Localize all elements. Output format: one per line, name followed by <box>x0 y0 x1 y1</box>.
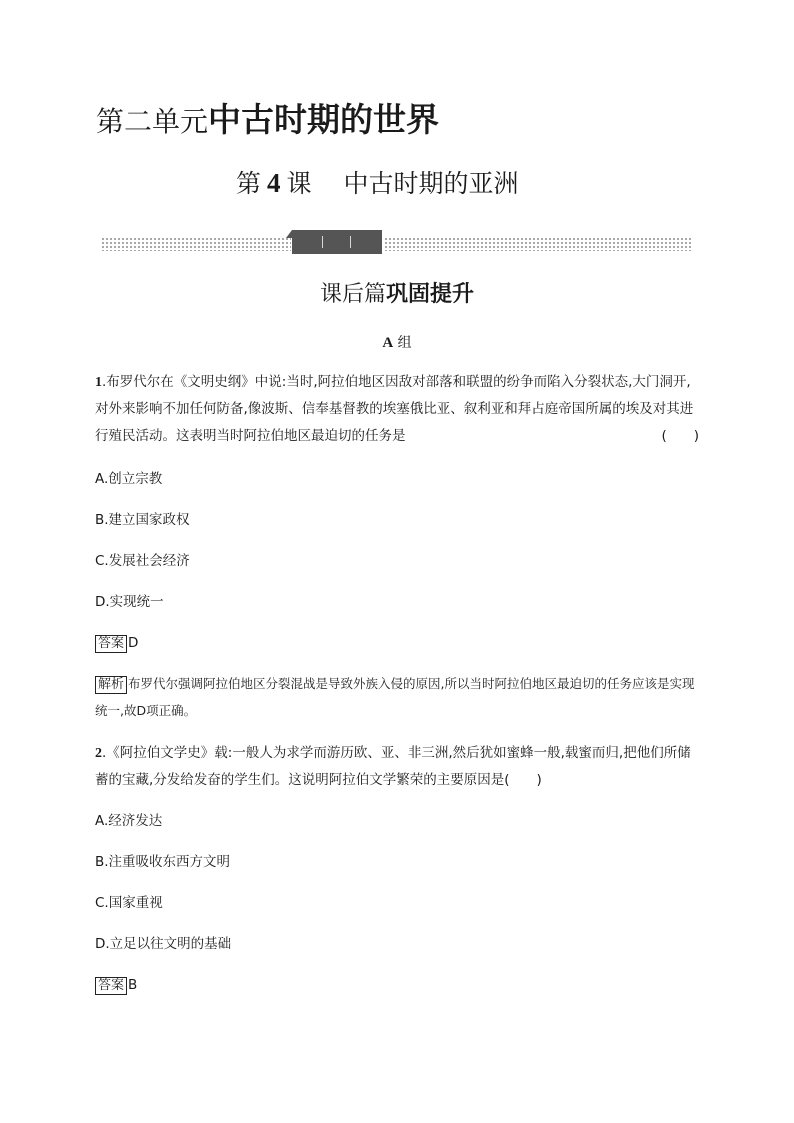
option-d: D.立足以往文明的基础 <box>95 936 232 952</box>
section-title-normal: 课后篇 <box>319 282 386 307</box>
banner-bar <box>322 236 323 248</box>
unit-prefix: 第二单元 <box>96 105 209 138</box>
answer-blank: ( ) <box>661 428 699 444</box>
section-title <box>0 280 794 310</box>
option-a: A.经济发达 <box>95 813 163 829</box>
answer-label: 答案 <box>95 635 127 653</box>
option-b: B.建立国家政权 <box>95 512 190 528</box>
question-1 <box>95 369 699 450</box>
question-number: 1 <box>95 375 102 390</box>
option-b: B.注重吸收东西方文明 <box>95 854 231 870</box>
dotted-divider-left <box>101 237 291 251</box>
section-title-bold: 巩固提升 <box>386 282 475 307</box>
question-number: 2 <box>95 746 102 761</box>
answer-label: 答案 <box>95 977 127 995</box>
option-d: D.实现统一 <box>95 594 164 610</box>
unit-title <box>96 100 439 142</box>
dotted-divider-right <box>384 237 692 251</box>
option-c: C.发展社会经济 <box>95 553 190 569</box>
question-text: .《阿拉伯文学史》载:一般人为求学而游历欧、亚、非三洲,然后犹如蜜蜂一般,载蜜而归,把他们所储蓄的宝藏,分发给发奋的学生们。这说明阿拉伯文学繁荣的主要原因是( ) <box>95 745 691 788</box>
question-text: .布罗代尔在《文明史纲》中说:当时,阿拉伯地区因敌对部落和联盟的纷争而陷入分裂状态,大门洞开,对外来影响不加任何防备,像波斯、信奉基督教的埃塞俄比亚、叙利亚和拜占庭帝国所属的埃及对其进行殖民活动。这表明当时阿拉伯地区最迫切的任务是 <box>95 374 694 444</box>
lesson-prefix: 第 <box>236 169 262 198</box>
option-c: C.国家重视 <box>95 895 163 911</box>
answer-line <box>95 975 137 995</box>
option-a: A.创立宗教 <box>95 471 163 487</box>
group-label: 组 <box>397 335 412 351</box>
answer-line <box>95 633 138 653</box>
explanation-label: 解析 <box>95 676 127 694</box>
lesson-title <box>236 166 519 201</box>
answer-value: D <box>128 635 139 651</box>
group-title <box>0 333 794 353</box>
question-2 <box>95 740 699 794</box>
banner-bar <box>350 236 351 248</box>
group-letter: A <box>382 335 394 351</box>
lesson-name: 中古时期的亚洲 <box>343 169 519 198</box>
explanation <box>95 670 699 724</box>
banner-notch <box>286 230 292 238</box>
lesson-number: 4 <box>267 168 281 198</box>
explanation-text: 布罗代尔强调阿拉伯地区分裂混战是导致外族入侵的原因,所以当时阿拉伯地区最迫切的任务应该是实现统一,故D项正确。 <box>95 676 695 718</box>
unit-name: 中古时期的世界 <box>208 100 440 139</box>
section-banner <box>292 230 382 254</box>
answer-value: B <box>128 977 138 993</box>
lesson-suffix: 课 <box>286 169 312 198</box>
